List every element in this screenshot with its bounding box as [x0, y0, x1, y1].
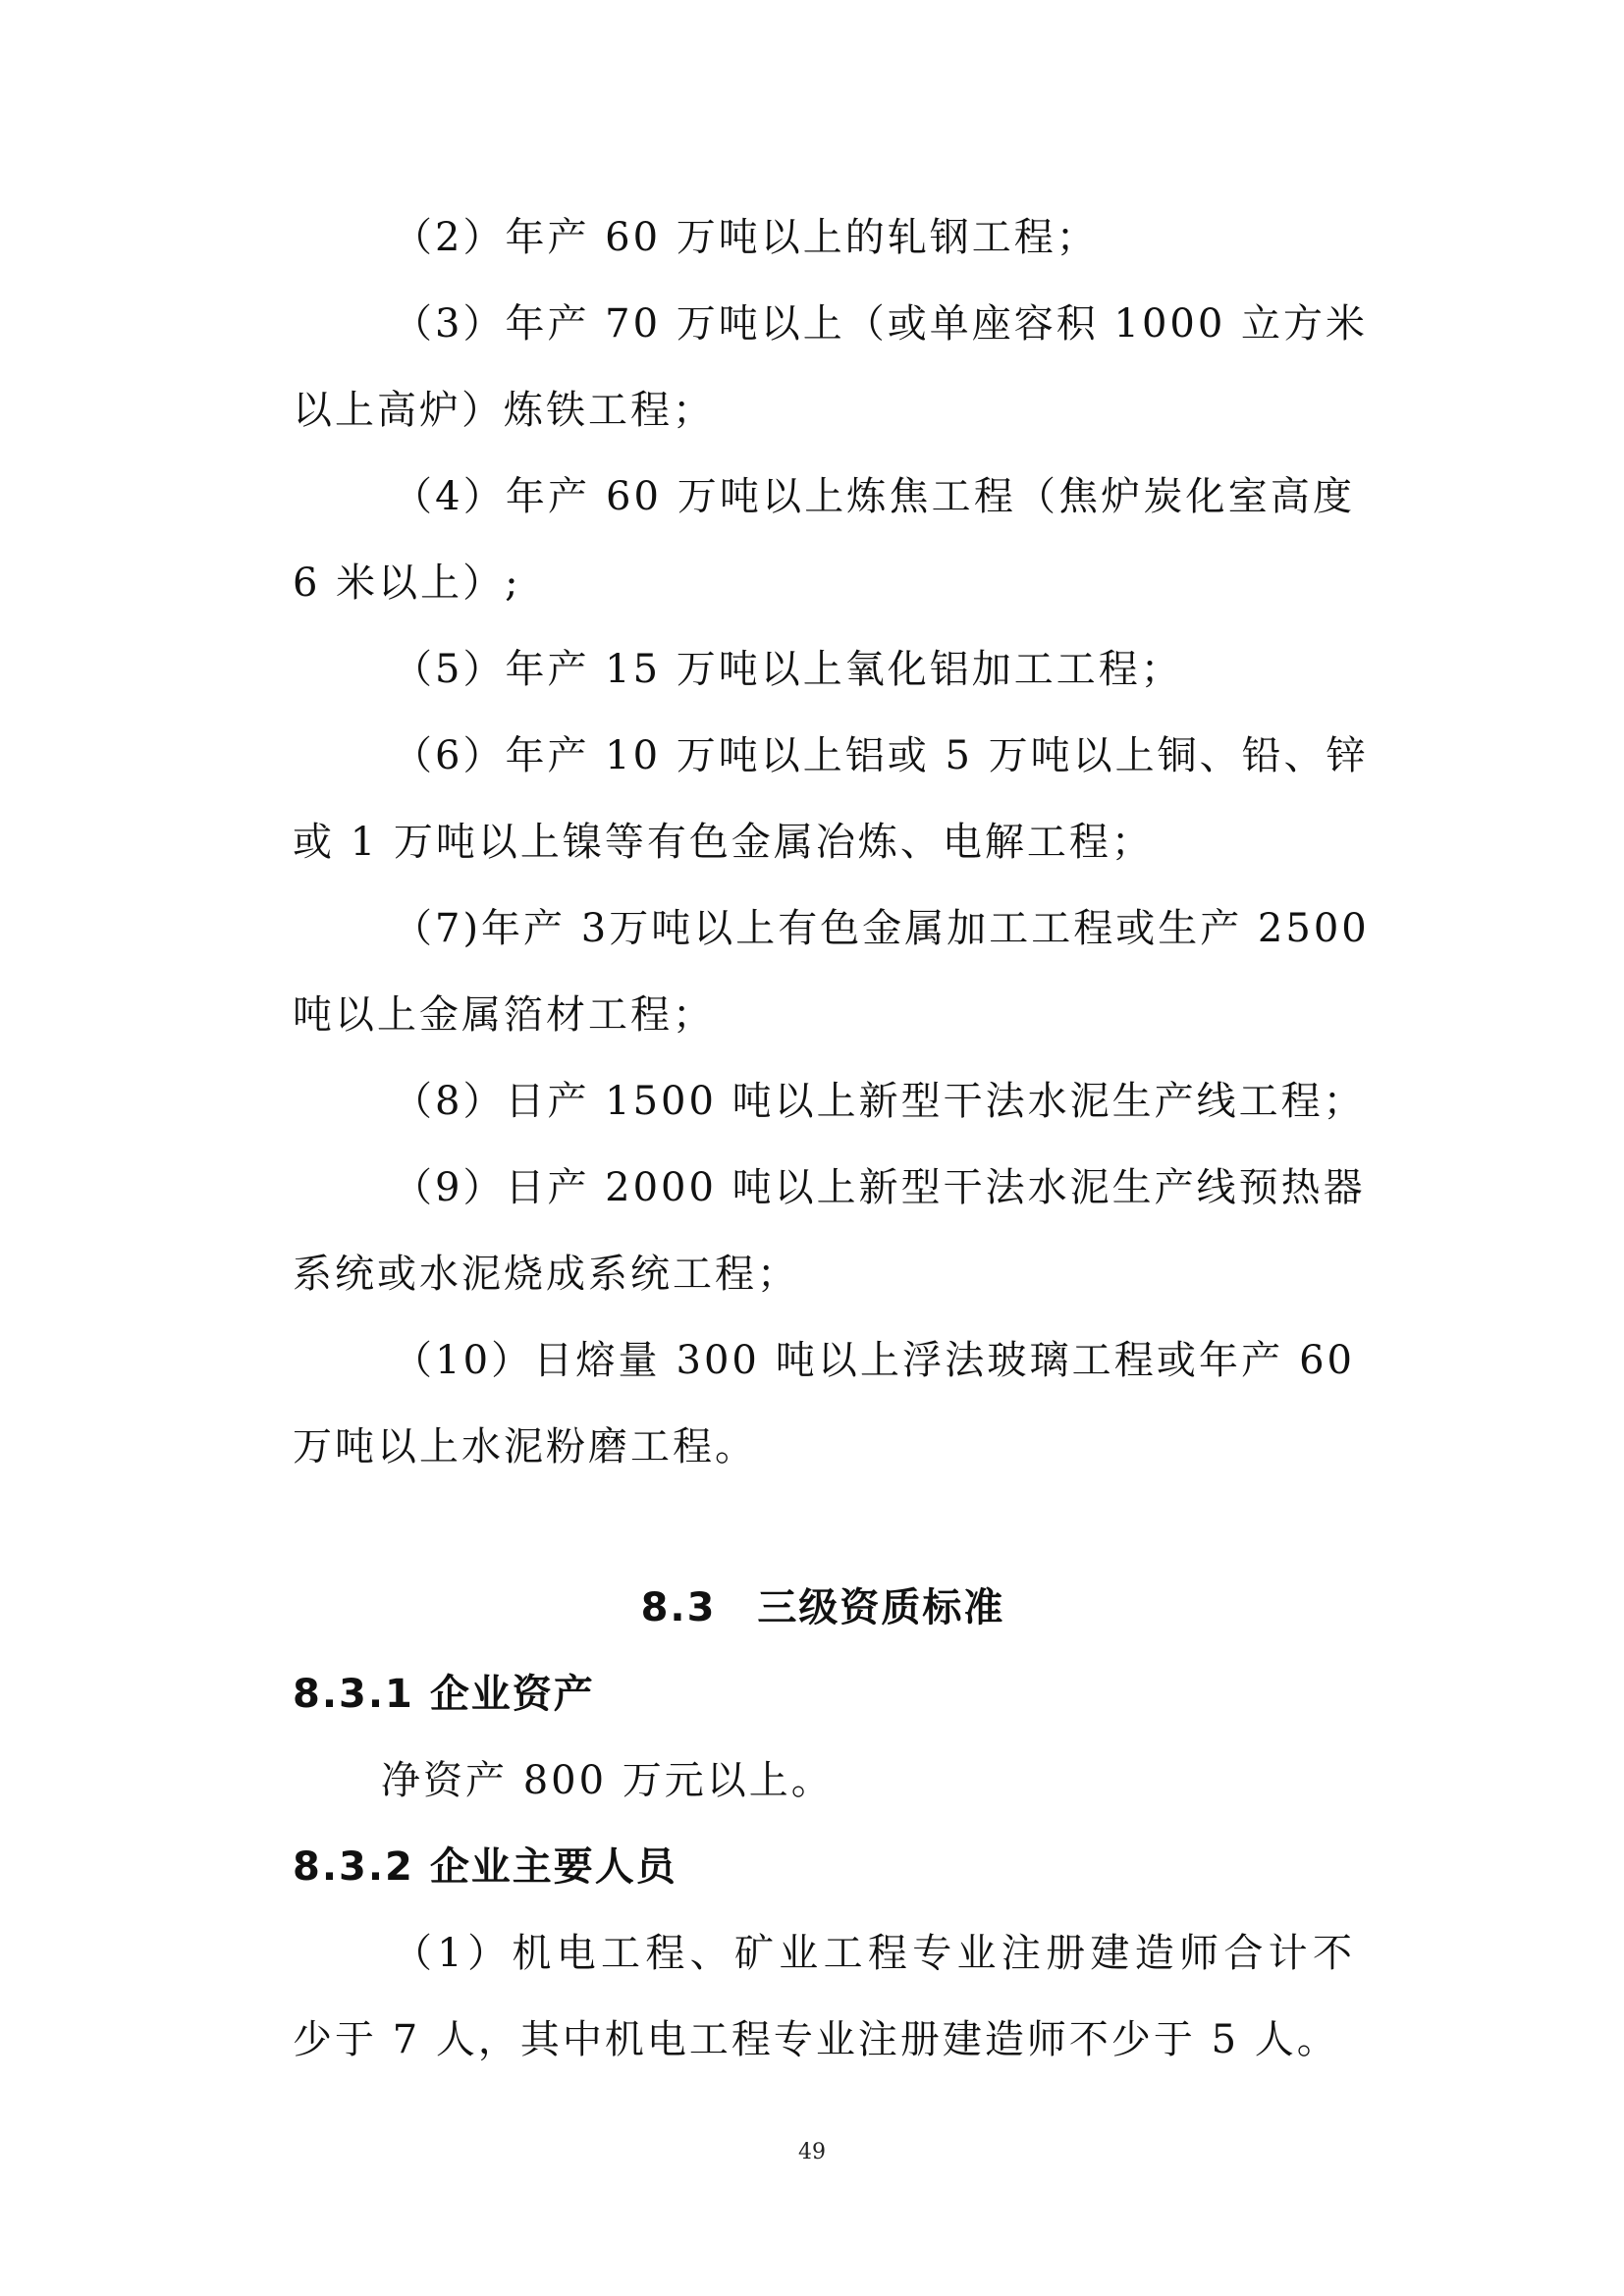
paragraph-item-7-line-2: 吨以上金属箔材工程；	[293, 992, 715, 1038]
paragraph-item-9-line-1: （9）日产 2000 吨以上新型干法水泥生产线预热器	[393, 1165, 1366, 1210]
paragraph-item-3-line-1: （3）年产 70 万吨以上（或单座容积 1000 立方米	[393, 301, 1369, 347]
paragraph-item-4-line-1: （4）年产 60 万吨以上炼焦工程（焦炉炭化室高度	[393, 474, 1355, 519]
paragraph-item-7-line-1: （7)年产 3万吨以上有色金属加工工程或生产 2500	[393, 906, 1370, 951]
subsection-heading-personnel: 8.3.2 企业主要人员	[293, 1844, 677, 1890]
paragraph-item-8: （8）日产 1500 吨以上新型干法水泥生产线工程；	[393, 1079, 1366, 1124]
paragraph-item-5: （5）年产 15 万吨以上氧化铝加工工程；	[393, 647, 1183, 692]
subsection-heading-assets: 8.3.1 企业资产	[293, 1672, 595, 1717]
subsection-body-assets: 净资产 800 万元以上。	[381, 1758, 834, 1803]
personnel-item-1-line-1: （1）机电工程、矿业工程专业注册建造师合计不	[393, 1931, 1355, 1976]
paragraph-item-10-line-2: 万吨以上水泥粉磨工程。	[293, 1424, 757, 1469]
paragraph-item-4-line-2: 6 米以上）;	[293, 561, 521, 606]
paragraph-item-10-line-1: （10）日熔量 300 吨以上浮法玻璃工程或年产 60	[393, 1338, 1355, 1383]
page-number: 49	[798, 2140, 826, 2164]
paragraph-item-3-line-2: 以上高炉）炼铁工程；	[293, 388, 715, 433]
paragraph-item-2: （2）年产 60 万吨以上的轧钢工程；	[393, 215, 1099, 260]
section-heading: 8.3 三级资质标准	[640, 1585, 1005, 1630]
paragraph-item-9-line-2: 系统或水泥烧成系统工程；	[293, 1252, 799, 1297]
personnel-item-1-line-2: 少于 7 人，其中机电工程专业注册建造师不少于 5 人。	[293, 2017, 1339, 2062]
paragraph-item-6-line-1: （6）年产 10 万吨以上铝或 5 万吨以上铜、铅、锌	[393, 733, 1369, 778]
paragraph-item-6-line-2: 或 1 万吨以上镍等有色金属冶炼、电解工程；	[293, 820, 1154, 865]
